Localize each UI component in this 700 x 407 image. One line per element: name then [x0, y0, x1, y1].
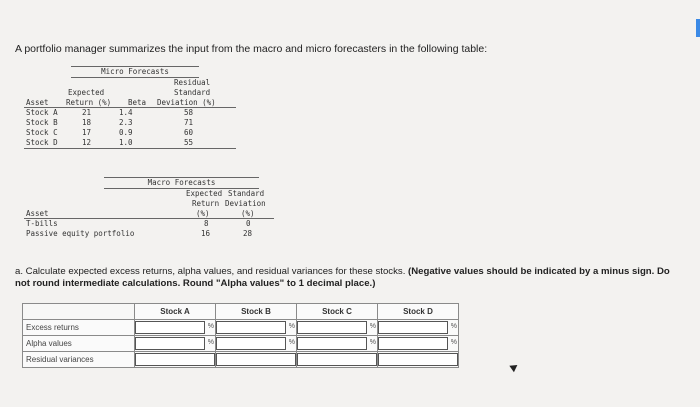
- scroll-indicator: [696, 19, 700, 37]
- cell-return: 17: [82, 127, 92, 137]
- cell-sd: 58: [184, 108, 194, 118]
- header-pct-1: (%): [196, 208, 210, 218]
- header-return: Return (%): [66, 97, 112, 107]
- alpha-d-input[interactable]: [378, 337, 448, 350]
- header-standard: Standard: [174, 87, 211, 97]
- col-header-stock-b: Stock B: [216, 304, 297, 320]
- intro-text: A portfolio manager summarizes the input from the macro and micro forecasters in the following table:: [15, 43, 488, 55]
- question-text: [15, 266, 675, 289]
- table-row: [23, 336, 459, 352]
- percent-unit: %: [369, 323, 376, 330]
- cell-asset: Passive equity portfolio: [26, 229, 135, 239]
- header-deviation: Deviation: [225, 198, 266, 208]
- cell-beta: 2.3: [119, 118, 133, 128]
- percent-unit: %: [450, 339, 457, 346]
- cell-sd: 28: [243, 229, 253, 239]
- cell-sd: 0: [246, 219, 251, 229]
- header-expected: Expected: [68, 87, 105, 97]
- corner-cell: [23, 304, 135, 320]
- header-asset: Asset: [26, 97, 49, 107]
- cell-return: 12: [82, 137, 92, 147]
- macro-caption: Macro Forecasts: [104, 177, 259, 189]
- cell-asset: Stock D: [26, 137, 58, 147]
- cell-beta: 1.0: [119, 137, 133, 147]
- micro-forecasts-table: [24, 66, 236, 149]
- question-instructions: (Negative values should be indicated by a minus sign. Do not round intermediate calculations. Round "Alpha values" to 1 decimal place.): [15, 266, 670, 289]
- header-expected: Expected: [186, 189, 223, 198]
- header-pct-2: (%): [241, 208, 255, 218]
- header-standard: Standard: [228, 189, 265, 198]
- alpha-c-input[interactable]: [297, 337, 367, 350]
- header-residual: Residual: [174, 78, 211, 87]
- residual-variance-a-input[interactable]: [135, 353, 215, 366]
- macro-forecasts-table: [24, 177, 274, 239]
- table-row: [24, 229, 274, 239]
- cell-return: 18: [82, 118, 92, 128]
- row-label-residual: Residual variances: [23, 352, 135, 368]
- alpha-b-input[interactable]: [216, 337, 286, 350]
- percent-unit: %: [207, 323, 214, 330]
- residual-variance-c-input[interactable]: [297, 353, 377, 366]
- table-row: [24, 118, 236, 128]
- col-header-stock-c: Stock C: [297, 304, 378, 320]
- percent-unit: %: [207, 339, 214, 346]
- percent-unit: %: [288, 339, 295, 346]
- excess-return-d-input[interactable]: [378, 321, 448, 334]
- row-label-alpha: Alpha values: [23, 336, 135, 352]
- cell-asset: T-bills: [26, 219, 58, 229]
- header-beta: Beta: [128, 97, 147, 107]
- percent-unit: %: [369, 339, 376, 346]
- cell-sd: 71: [184, 118, 194, 128]
- residual-variance-b-input[interactable]: [216, 353, 296, 366]
- answer-table: [22, 303, 459, 368]
- cell-sd: 55: [184, 137, 194, 147]
- cell-return: 8: [204, 219, 209, 229]
- question-plain: a. Calculate expected excess returns, alpha values, and residual variances for these stocks.: [15, 266, 406, 277]
- table-row: [24, 128, 236, 138]
- cell-asset: Stock C: [26, 127, 58, 137]
- table-row: [23, 320, 459, 336]
- cell-sd: 60: [184, 127, 194, 137]
- cell-return: 21: [82, 108, 92, 118]
- excess-return-c-input[interactable]: [297, 321, 367, 334]
- header-deviation: Deviation (%): [157, 97, 216, 107]
- cell-asset: Stock B: [26, 118, 58, 128]
- excess-return-a-input[interactable]: [135, 321, 205, 334]
- residual-variance-d-input[interactable]: [378, 353, 458, 366]
- percent-unit: %: [450, 323, 457, 330]
- mouse-cursor-icon: [509, 362, 519, 373]
- table-row: [23, 352, 459, 368]
- table-row: [24, 108, 236, 118]
- table-row: [24, 219, 274, 229]
- col-header-stock-d: Stock D: [378, 304, 459, 320]
- excess-return-b-input[interactable]: [216, 321, 286, 334]
- cell-return: 16: [201, 229, 211, 239]
- table-row: [24, 138, 236, 148]
- micro-caption: Micro Forecasts: [71, 66, 199, 78]
- header-asset: Asset: [26, 208, 49, 218]
- row-label-excess: Excess returns: [23, 320, 135, 336]
- cell-beta: 1.4: [119, 108, 133, 118]
- alpha-a-input[interactable]: [135, 337, 205, 350]
- col-header-stock-a: Stock A: [135, 304, 216, 320]
- cell-asset: Stock A: [26, 108, 58, 118]
- percent-unit: %: [288, 323, 295, 330]
- cell-beta: 0.9: [119, 127, 133, 137]
- header-return: Return: [192, 198, 220, 208]
